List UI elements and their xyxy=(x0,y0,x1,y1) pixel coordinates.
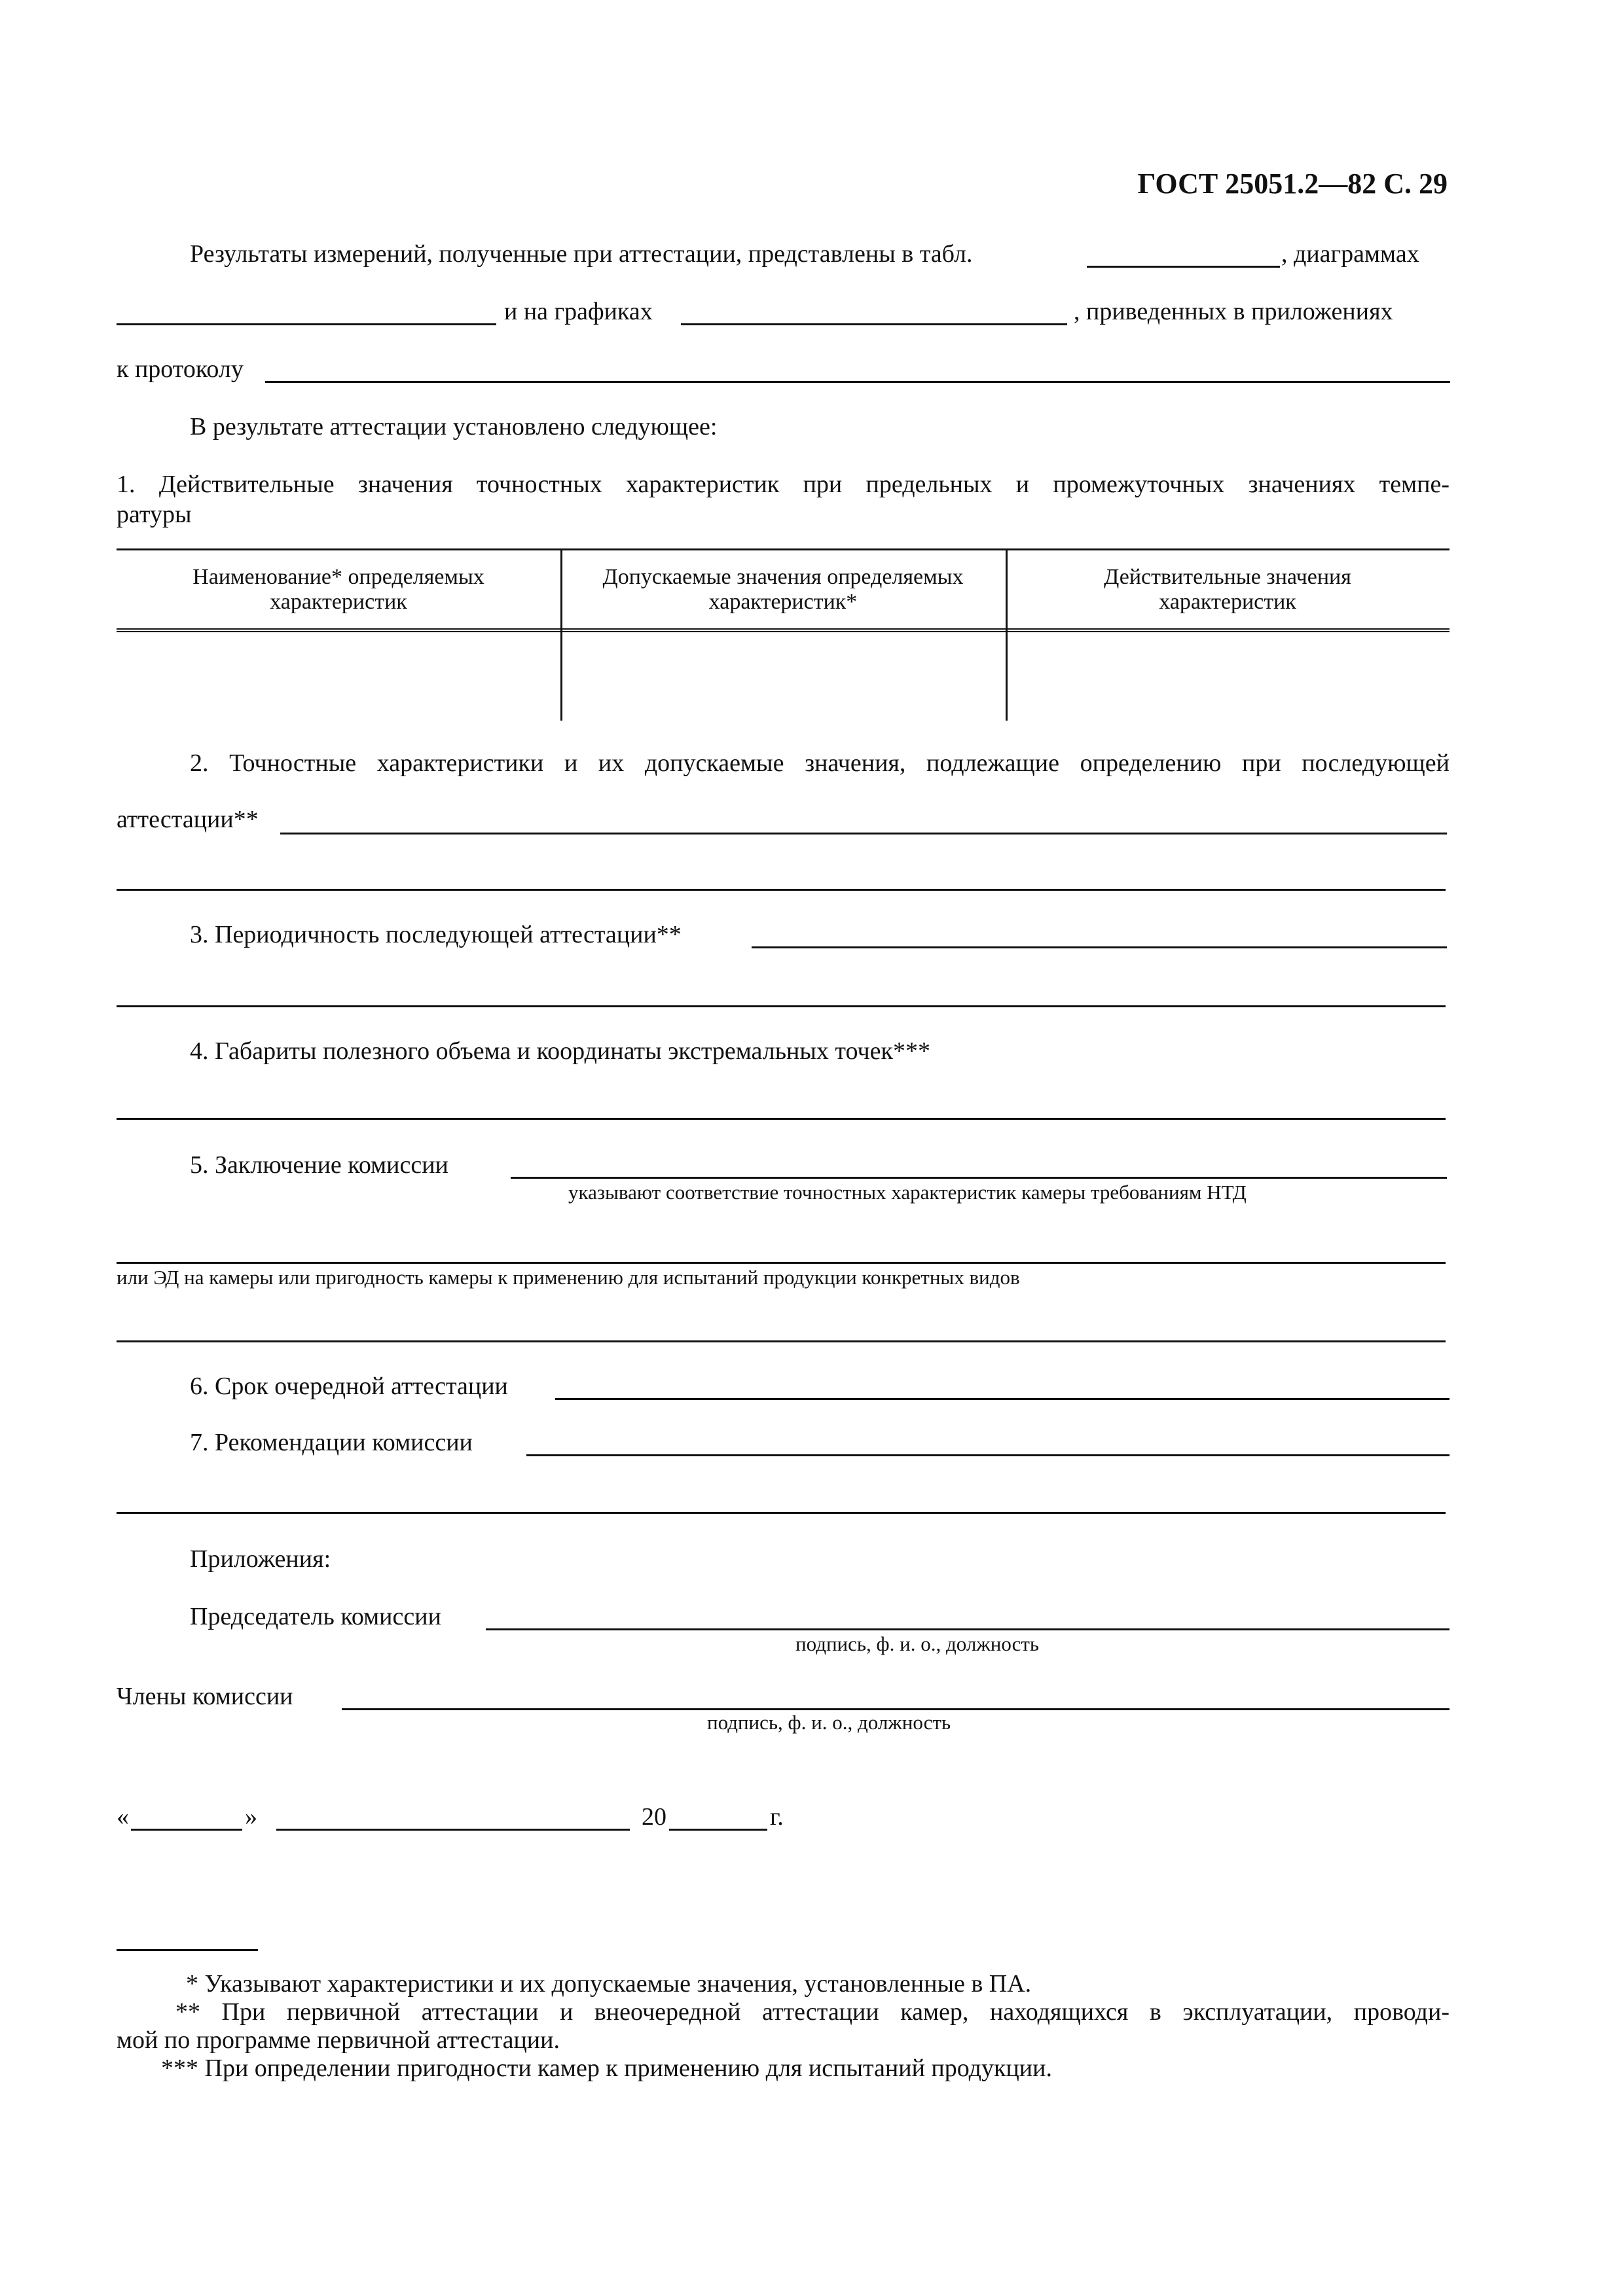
item-6-blank xyxy=(555,1398,1450,1400)
item-5-blank-1 xyxy=(511,1177,1447,1179)
item-3-blank-1 xyxy=(752,946,1447,948)
chairman-caption: подпись, ф. и. о., должность xyxy=(795,1632,1040,1655)
item-3-blank-2 xyxy=(117,1005,1446,1007)
members-label: Члены комиссии xyxy=(117,1683,293,1710)
footnote-3: *** При определении пригодности камер к применению для испытаний продукции. xyxy=(161,2054,1052,2082)
result-line: В результате аттестации установлено следующее: xyxy=(190,413,718,440)
item-1-line-2: ратуры xyxy=(117,501,192,528)
table-number-blank xyxy=(1087,266,1280,268)
item-2-blank-1 xyxy=(280,833,1447,834)
intro-line-1-end: , диаграммах xyxy=(1281,240,1419,268)
date-month-blank xyxy=(276,1829,630,1831)
footnote-1: * Указывают характеристики и их допускаемые значения, установленные в ПА. xyxy=(186,1970,1032,1998)
item-5-blank-3 xyxy=(117,1340,1446,1342)
characteristics-table xyxy=(117,548,1450,721)
graphs-blank xyxy=(681,323,1067,325)
item-7-blank-1 xyxy=(526,1454,1450,1456)
item-6-label: 6. Срок очередной аттестации xyxy=(190,1372,508,1400)
chairman-label: Председатель комиссии xyxy=(190,1603,441,1630)
footnote-2-line-2: мой по программе первичной аттестации. xyxy=(117,2026,560,2054)
item-3-label: 3. Периодичность последующей аттестации** xyxy=(190,921,682,948)
item-5-caption-1: указывают соответствие точностных характеристик камеры требованиям НТД xyxy=(568,1181,1247,1204)
item-1-line-1: 1. Действительные значения точностных характеристик при предельных и промежуточных значениях темпе- xyxy=(117,471,1450,498)
table-divider-1 xyxy=(560,550,562,721)
item-2-blank-2 xyxy=(117,889,1446,891)
chairman-signature-blank xyxy=(486,1628,1450,1630)
item-7-blank-2 xyxy=(117,1512,1446,1514)
date-year-suffix: г. xyxy=(770,1803,784,1831)
table-header-actual: Действительные значения характеристик xyxy=(1104,564,1351,614)
table-header-row xyxy=(117,550,1450,632)
footnote-separator xyxy=(117,1949,258,1951)
item-2-line-1: 2. Точностные характеристики и их допускаемые значения, подлежащие определению при последующей xyxy=(190,749,1450,777)
members-caption: подпись, ф. и. о., должность xyxy=(707,1711,951,1734)
intro-line-1-start: Результаты измерений, полученные при аттестации, представлены в табл. xyxy=(190,240,973,268)
date-year-blank xyxy=(669,1829,767,1831)
item-5-blank-2 xyxy=(117,1262,1446,1264)
intro-line-3: к протоколу xyxy=(117,355,244,383)
table-header-name: Наименование* определяемых характеристик xyxy=(192,564,484,614)
diagrams-blank xyxy=(117,323,496,325)
members-signature-blank xyxy=(342,1708,1450,1710)
protocol-appendix-blank xyxy=(265,381,1450,383)
page-header: ГОСТ 25051.2—82 С. 29 xyxy=(1137,168,1448,200)
date-close-quote: » xyxy=(245,1803,257,1831)
date-year-prefix: 20 xyxy=(642,1803,666,1831)
item-4-label: 4. Габариты полезного объема и координаты экстремальных точек*** xyxy=(190,1037,930,1065)
appendices-label: Приложения: xyxy=(190,1545,331,1573)
intro-line-2-end: , приведенных в приложениях xyxy=(1074,298,1393,325)
date-open-quote: « xyxy=(117,1803,129,1831)
item-4-blank xyxy=(117,1118,1446,1120)
item-5-caption-2: или ЭД на камеры или пригодность камеры к применению для испытаний продукции конкретных видов xyxy=(117,1266,1020,1289)
item-2-line-2: аттестации** xyxy=(117,806,259,833)
table-header-allowed: Допускаемые значения определяемых характеристик* xyxy=(602,564,964,614)
item-7-label: 7. Рекомендации комиссии xyxy=(190,1429,473,1456)
footnote-2-line-1: ** При первичной аттестации и внеочередной аттестации камер, находящихся в эксплуатации, проводи- xyxy=(175,1998,1450,2026)
intro-line-2-middle: и на графиках xyxy=(504,298,653,325)
table-divider-2 xyxy=(1006,550,1008,721)
date-day-blank xyxy=(131,1829,242,1831)
item-5-label: 5. Заключение комиссии xyxy=(190,1151,448,1179)
